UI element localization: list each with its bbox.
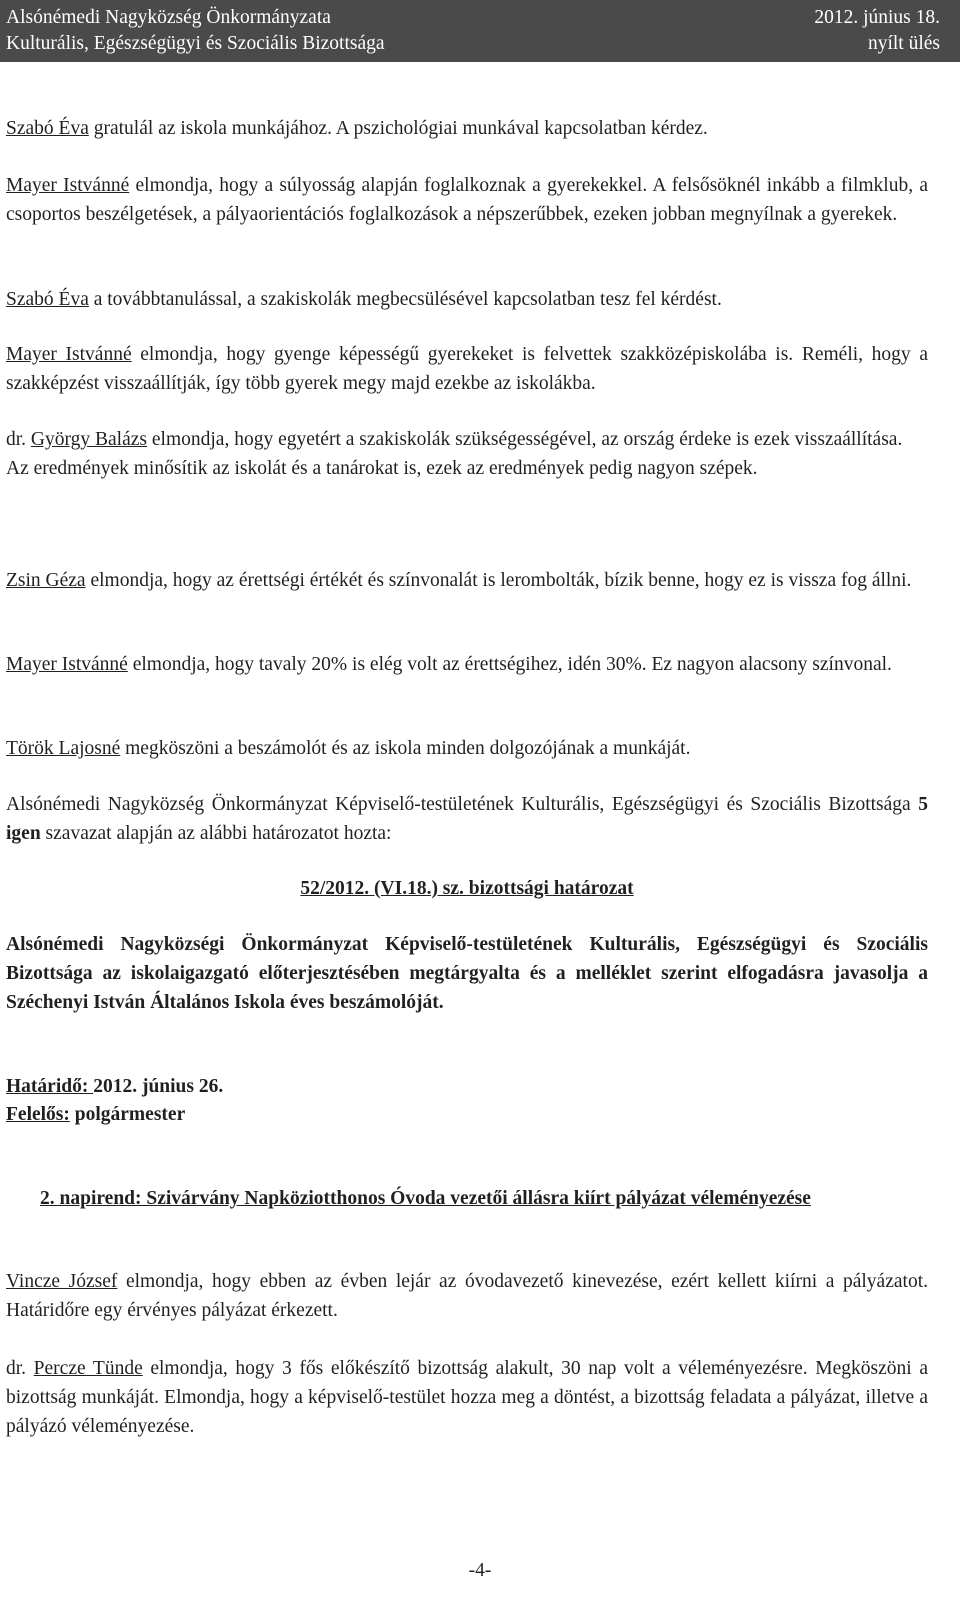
page-number: -4- <box>468 1560 492 1581</box>
paragraph-text: elmondja, hogy az érettségi értékét és színvonalát is lerombolták, bízik benne, hogy ez is vissza fog állni. <box>85 570 912 591</box>
header-row-2 <box>6 32 940 56</box>
paragraph-text: Alsónémedi Nagyközség Önkormányzat Képviselő-testületének Kulturális, Egészségügyi és Szociális Bizottsága <box>6 794 919 815</box>
paragraph-text-2: Az eredmények minősítik az iskolát és a tanárokat is, ezek az eredmények pedig nagyon szépek. <box>6 458 758 479</box>
speaker-name: Mayer Istvánné <box>6 175 130 196</box>
speaker-prefix: dr. <box>6 429 31 450</box>
speaker-name: Szabó Éva <box>6 118 89 139</box>
speaker-name: Mayer Istvánné <box>6 344 132 365</box>
header-session: nyílt ülés <box>867 33 940 54</box>
header-org: Alsónémedi Nagyközség Önkormányzata <box>6 7 331 28</box>
speaker-name: Szabó Éva <box>6 289 89 310</box>
paragraph-4 <box>6 340 928 398</box>
paragraph-text: elmondja, hogy egyetért a szakiskolák szükségességével, az ország érdeke is ezek visszaállítása. <box>147 429 903 450</box>
responsible-label: Felelős: <box>6 1104 70 1125</box>
deadline-label: Határidő: <box>6 1076 94 1097</box>
paragraph-7 <box>6 650 928 679</box>
paragraph-text: elmondja, hogy a súlyosság alapján foglalkoznak a gyerekekkel. A felsősöknél inkább a filmklub, a csoportos beszélgetések, a pályaorientációs foglalkozások a népszerűbbek, ezeken jobban megnyílnak a gyerekek. <box>6 175 929 225</box>
paragraph-text: a továbbtanulással, a szakiskolák megbecsülésével kapcsolatban tesz fel kérdést. <box>88 289 722 310</box>
paragraph-text: elmondja, hogy ebben az évben lejár az óvodavezető kinevezése, ezért kellett kiírni a pályázatot. Határidőre egy érvényes pályázat érkezett. <box>6 1271 928 1321</box>
responsible-value: polgármester <box>69 1104 186 1125</box>
paragraph-text: elmondja, hogy 3 fős előkészítő bizottság alakult, 30 nap volt a véleményezésre. Megköszöni a bizottság munkáját. Elmondja, hogy a képviselő-testület hozza meg a döntést, a bizottság feladata a pályázat, illetve a pályázó véleményezése. <box>6 1358 928 1437</box>
deadline-value: 2012. június 26. <box>93 1076 224 1097</box>
paragraph-text-b: szavazat alapján az alábbi határozatot hozta: <box>40 823 392 844</box>
resolution-title: 52/2012. (VI.18.) sz. bizottsági határozat <box>300 878 634 899</box>
paragraph-5 <box>6 425 928 483</box>
paragraph-text: megköszöni a beszámolót és az iskola minden dolgozójának a munkáját. <box>120 738 691 759</box>
paragraph-text: gratulál az iskola munkájához. A pszichológiai munkával kapcsolatban kérdez. <box>88 118 708 139</box>
header-row-1 <box>6 6 940 30</box>
paragraph-11 <box>6 1354 928 1441</box>
speaker-name: György Balázs <box>30 429 147 450</box>
header-date: 2012. június 18. <box>814 7 940 28</box>
speaker-prefix: dr. <box>6 1358 34 1379</box>
speaker-name: Percze Tünde <box>33 1358 143 1379</box>
speaker-name: Mayer Istvánné <box>6 654 128 675</box>
resolution-body: Alsónémedi Nagyközségi Önkormányzat Képviselő-testületének Kulturális, Egészségügyi és Szociális Bizottsága az iskolaigazgató előterjesztésében megtárgyalta és a melléklet szerint elfogadásra javasolja a Széchenyi István Általános Iskola éves beszámolóját. <box>6 934 928 1013</box>
resolution-responsible <box>6 1100 928 1129</box>
paragraph-2 <box>6 171 928 229</box>
paragraph-8 <box>6 734 928 763</box>
resolution-title-line <box>6 874 928 903</box>
page-header <box>0 0 960 62</box>
speaker-name: Török Lajosné <box>6 738 121 759</box>
resolution-deadline <box>6 1072 928 1101</box>
vote-count: 5 igen <box>6 794 928 844</box>
paragraph-text: elmondja, hogy gyenge képességű gyerekeket is felvettek szakközépiskolába is. Reméli, hogy a szakképzést visszaállítják, így több gyerek megy majd ezekbe az iskolákba. <box>6 344 928 394</box>
speaker-name: Zsin Géza <box>6 570 86 591</box>
paragraph-10 <box>6 1267 928 1325</box>
paragraph-1 <box>6 114 928 143</box>
agenda-2-title: 2. napirend: Szivárvány Napköziotthonos Óvoda vezetői állásra kiírt pályázat véleményezése <box>40 1188 811 1209</box>
paragraph-9 <box>6 790 928 848</box>
speaker-name: Vincze József <box>6 1271 118 1292</box>
paragraph-6 <box>6 566 928 595</box>
header-committee: Kulturális, Egészségügyi és Szociális Bizottsága <box>6 33 385 54</box>
paragraph-3 <box>6 285 928 314</box>
paragraph-text: elmondja, hogy tavaly 20% is elég volt az érettségihez, idén 30%. Ez nagyon alacsony színvonal. <box>127 654 892 675</box>
